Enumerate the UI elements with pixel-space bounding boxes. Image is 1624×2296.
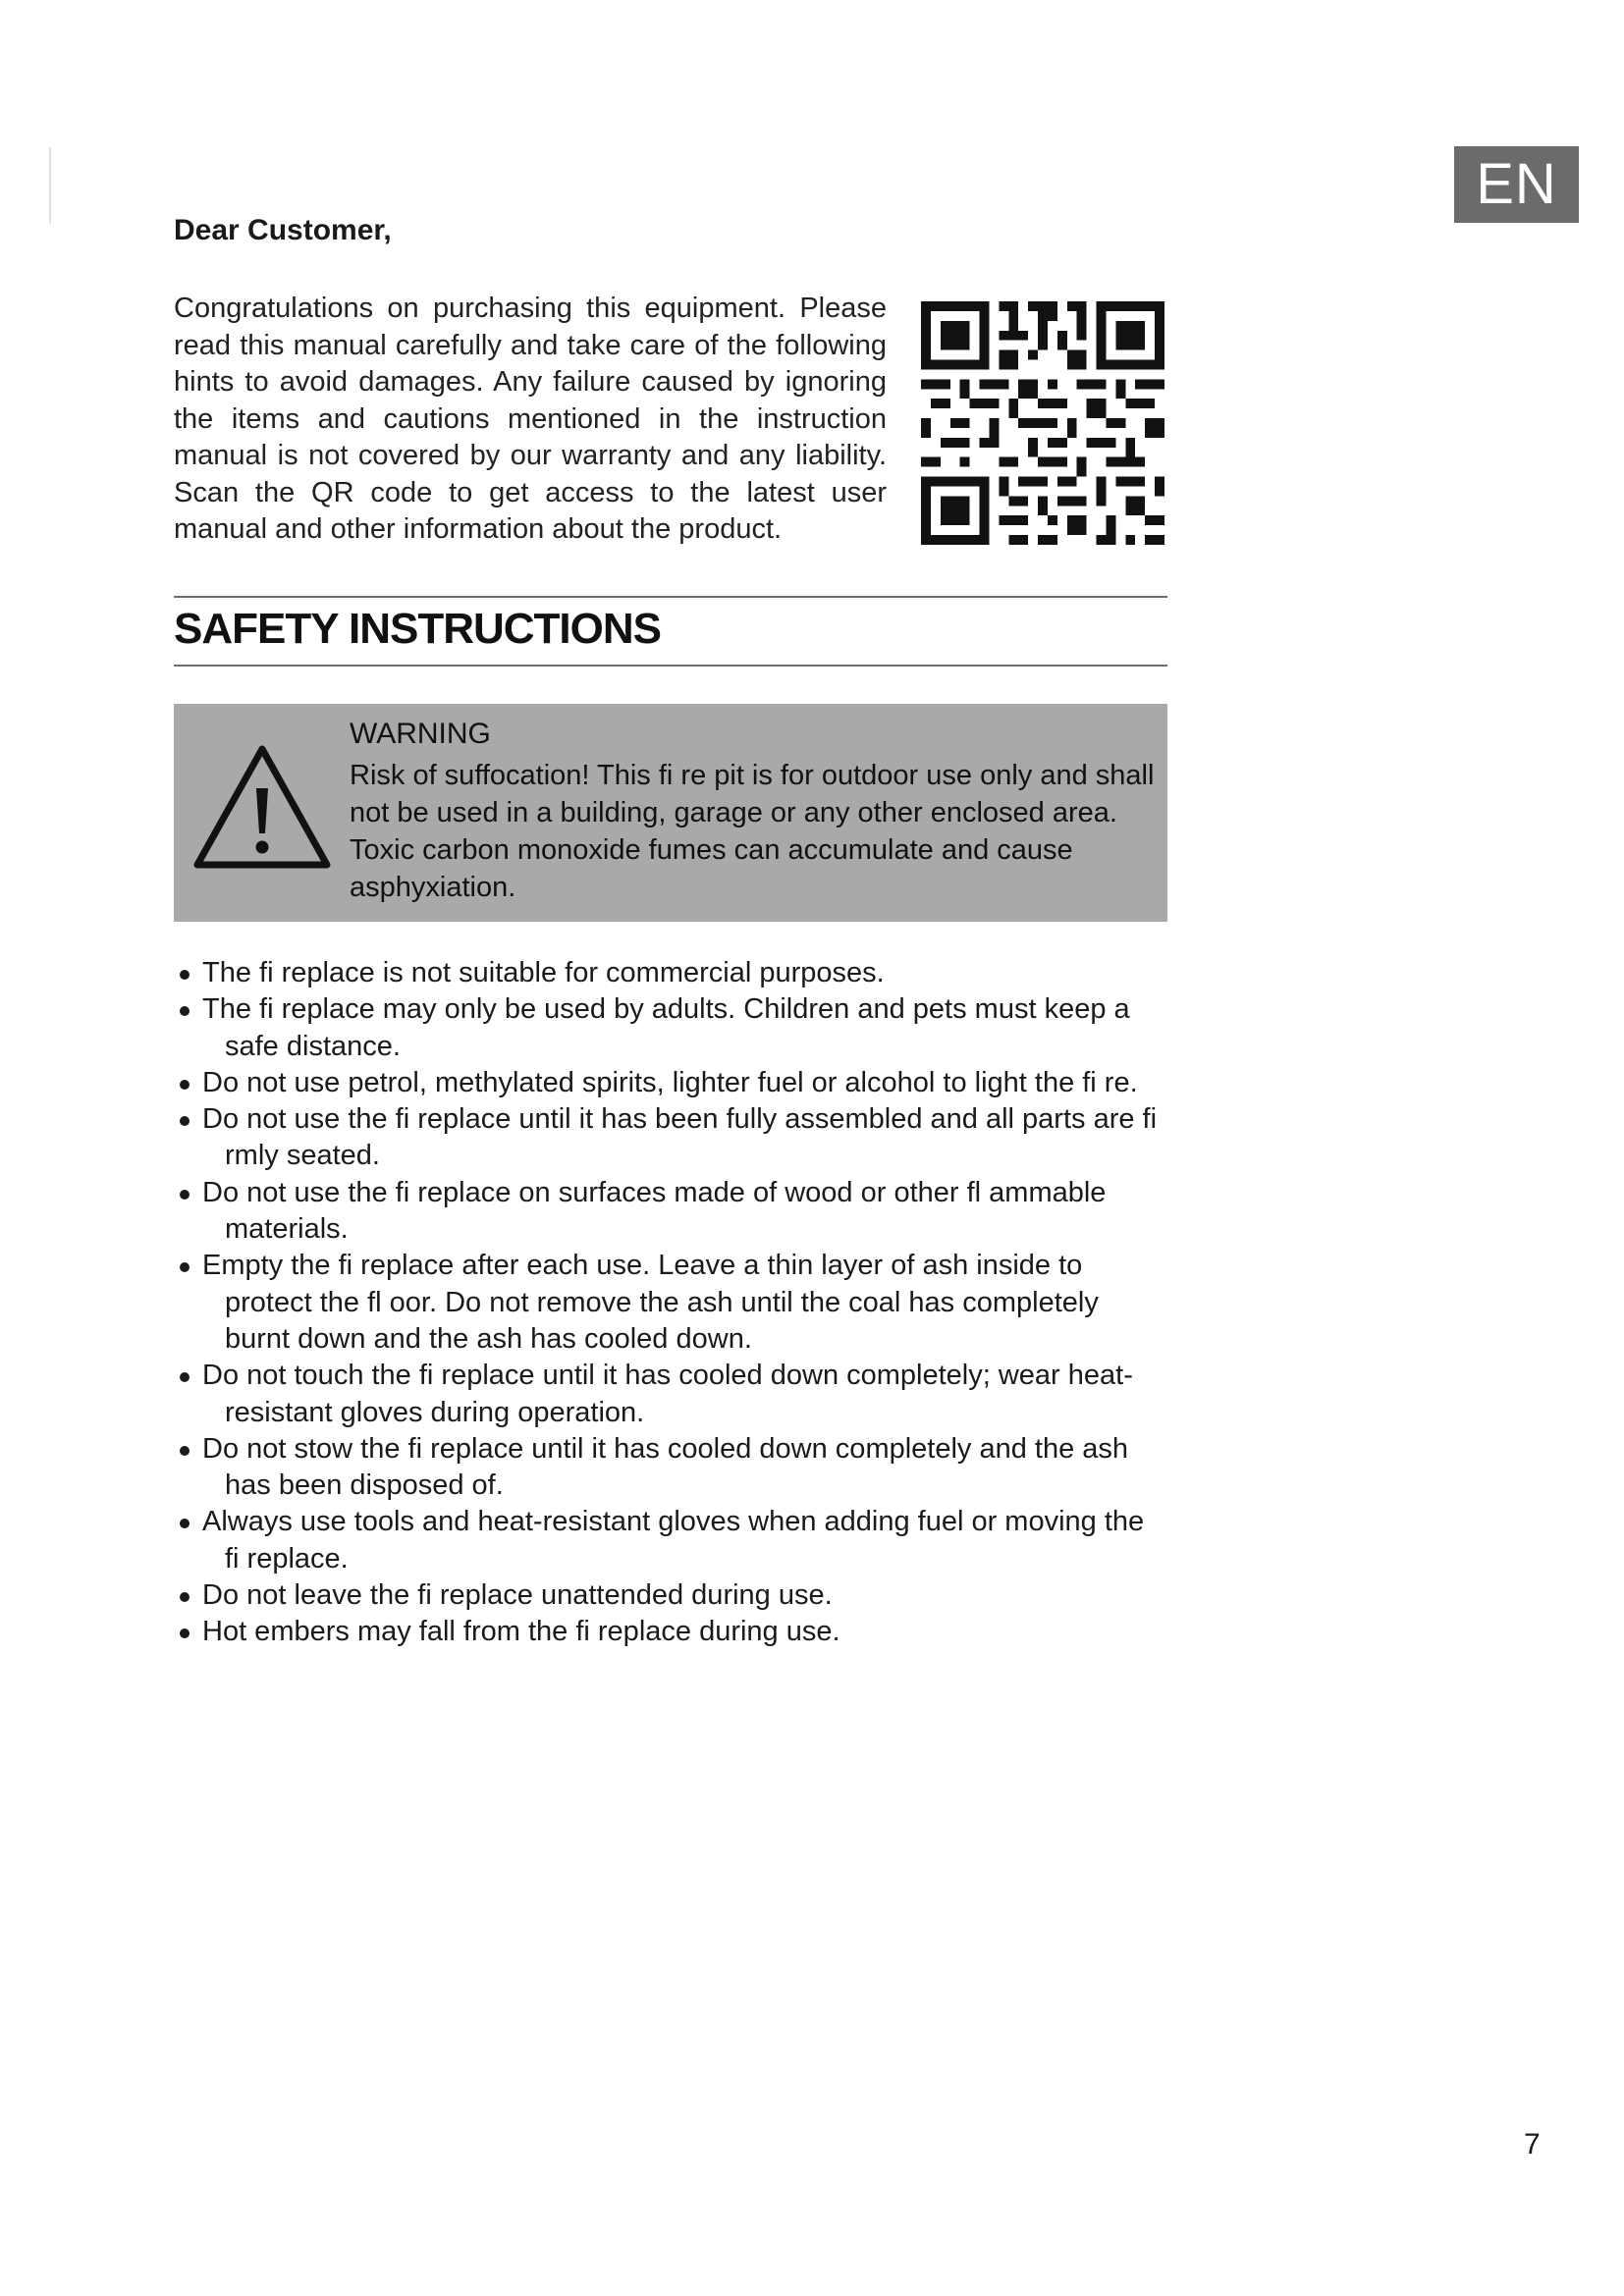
list-item: The fi replace is not suitable for commercial purposes. — [174, 955, 1165, 991]
list-item: The fi replace may only be used by adults. Children and pets must keep a safe distance. — [174, 991, 1165, 1065]
section-title: SAFETY INSTRUCTIONS — [174, 605, 662, 653]
list-item: Do not use the fi replace until it has been fully assembled and all parts are fi rmly seated. — [174, 1101, 1165, 1175]
list-item: Always use tools and heat-resistant gloves when adding fuel or moving the fi replace. — [174, 1504, 1165, 1577]
warning-box — [174, 704, 1167, 922]
list-item: Do not touch the fi replace until it has cooled down completely; wear heat-resistant gloves during operation. — [174, 1358, 1165, 1431]
language-tab: EN — [1454, 146, 1579, 223]
heading-rule-bottom — [174, 665, 1167, 667]
greeting: Dear Customer, — [174, 214, 392, 246]
list-item: Hot embers may fall from the fi replace during use. — [174, 1614, 1165, 1650]
list-item: Do not leave the fi replace unattended during use. — [174, 1577, 1165, 1614]
qr-code[interactable] — [921, 300, 1164, 546]
intro-paragraph: Congratulations on purchasing this equipment. Please read this manual carefully and take care of the following hints to avoid damages. Any failure caused by ignoring the items and cautions mentioned in the instruction manual is not covered by our warranty and any liability. Scan the QR code to get access to the latest user manual and other information about the product. — [174, 293, 887, 545]
list-item: Do not use the fi replace on surfaces made of wood or other fl ammable materials. — [174, 1175, 1165, 1249]
list-item: Empty the fi replace after each use. Leave a thin layer of ash inside to protect the fl oor. Do not remove the ash until the coal has completely burnt down and the ash has cooled down. — [174, 1248, 1165, 1358]
heading-rule-top — [174, 596, 1167, 598]
safety-list — [174, 955, 1165, 1651]
warning-title: WARNING — [350, 718, 491, 750]
warning-text: Risk of suffocation! This fi re pit is for outdoor use only and shall not be used in a building, garage or any other enclosed area. Toxic carbon monoxide fumes can accumulate and cause asphyxiation. — [350, 760, 1155, 903]
margin-divider — [49, 147, 51, 224]
list-item: Do not use petrol, methylated spirits, lighter fuel or alcohol to light the fi re. — [174, 1065, 1165, 1101]
list-item: Do not stow the fi replace until it has cooled down completely and the ash has been disposed of. — [174, 1431, 1165, 1505]
page-number: 7 — [1524, 2128, 1541, 2161]
warning-triangle-icon — [191, 743, 333, 871]
